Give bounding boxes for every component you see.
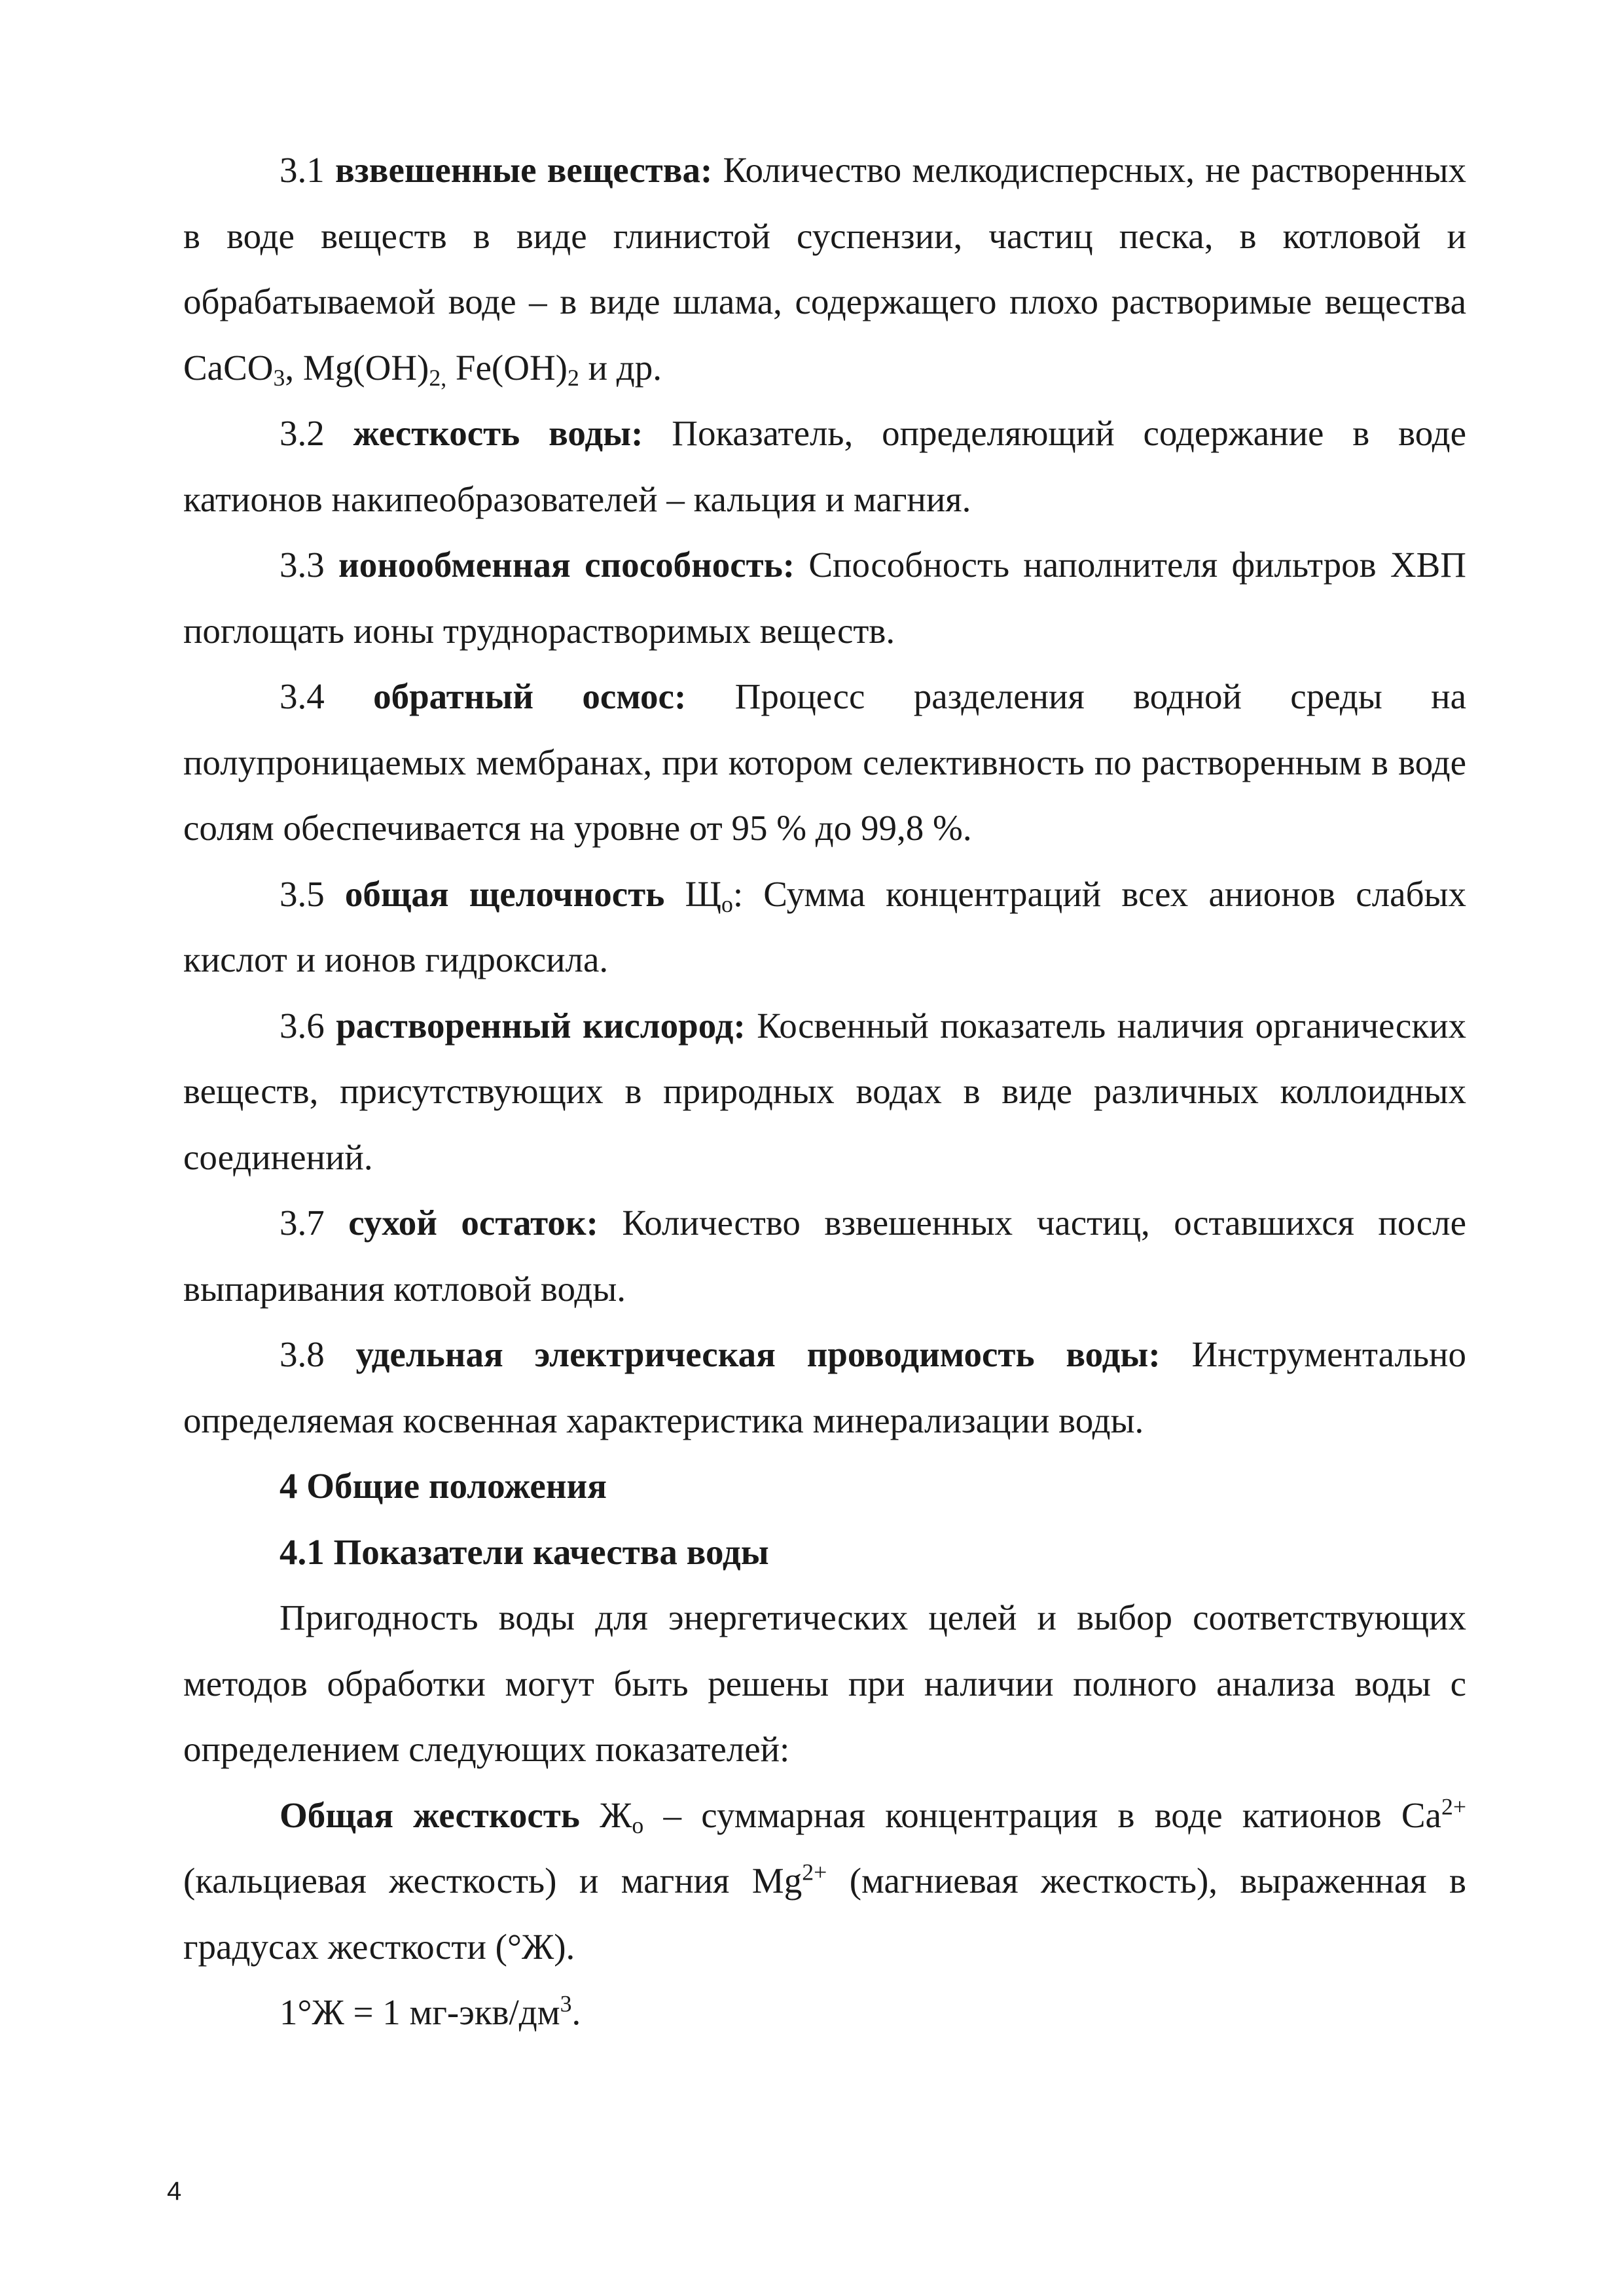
ion-charge: 2+ — [1441, 1793, 1466, 1819]
formula-separator — [446, 348, 456, 388]
page-number: 4 — [167, 2177, 182, 2206]
hardness-text: (кальциевая жесткость) и магния Mg — [183, 1861, 803, 1901]
definition-text: : Сумма концентраций всех анионов слабых кислот и ионов гидроксила. — [183, 873, 1467, 979]
hardness-symbol: Ж — [600, 1795, 632, 1835]
definition-text: Процесс разделения водной среды на полупроницаемых мембранах, при котором селективность по растворенным в воде солям обеспечивается на уровне от 95 % до 99,8 %. — [183, 676, 1466, 848]
definition-text: Инструментально определяемая косвенная характеристика минерализации воды. — [183, 1334, 1466, 1440]
formula-mgoh2: Mg(OH) — [302, 347, 429, 388]
formula-separator: , — [285, 347, 303, 388]
formula-feoh2: Fe(OH) — [455, 347, 568, 388]
unit-end: . — [571, 1992, 581, 2032]
definition-3-4 — [183, 664, 1466, 862]
formula-subscript: 2, — [429, 364, 447, 391]
formula-subscript: 2 — [568, 364, 579, 391]
definition-term: общая щелочность — [344, 873, 665, 914]
definition-number: 3.5 — [280, 873, 325, 914]
definition-number: 3.4 — [280, 676, 325, 716]
definition-number: 3.3 — [280, 545, 325, 585]
hardness-text: (магниевая жесткость), выраженная в градусах жесткости (°Ж). — [183, 1861, 1466, 1967]
ion-charge: 2+ — [802, 1859, 827, 1886]
definition-text-tail: и др. — [579, 347, 662, 388]
section-intro-paragraph: Пригодность воды для энергетических целей и выбор соответствующих методов обработки могут быть решены при наличии полного анализа воды с определением следующих показателей: — [183, 1597, 1466, 1769]
definition-text: Способность наполнителя фильтров ХВП поглощать ионы труднорастворимых веществ. — [183, 545, 1467, 651]
definition-3-1 — [183, 137, 1466, 401]
definition-term: растворенный кислород: — [336, 1005, 746, 1046]
definition-number: 3.7 — [280, 1203, 325, 1243]
definition-3-2 — [183, 401, 1466, 532]
document-page — [183, 137, 1466, 2046]
definition-term: жесткость воды: — [353, 413, 643, 453]
unit-superscript: 3 — [560, 1990, 572, 2017]
definition-number: 3.2 — [280, 413, 325, 453]
subsection-heading: 4.1 Показатели качества воды — [280, 1531, 769, 1572]
formula-caco3: CaCO — [183, 347, 274, 388]
total-hardness-paragraph — [183, 1783, 1466, 1980]
definition-3-7 — [183, 1190, 1466, 1322]
definition-term: обратный осмос: — [373, 676, 687, 716]
definition-text: Показатель, определяющий содержание в воде катионов накипеобразователей – кальция и магния. — [183, 413, 1467, 519]
definition-term: сухой остаток: — [348, 1203, 598, 1243]
definition-3-3 — [183, 532, 1466, 664]
alkalinity-symbol: Щ — [685, 873, 721, 914]
definition-term: ионообменная способность: — [338, 545, 795, 585]
definition-number: 3.6 — [280, 1005, 325, 1046]
definition-3-5 — [183, 862, 1466, 993]
section-heading: 4 Общие положения — [280, 1466, 607, 1506]
unit-text: 1°Ж = 1 мг-экв/дм — [280, 1992, 560, 2032]
symbol-subscript: о — [721, 890, 733, 917]
definition-number: 3.8 — [280, 1334, 325, 1374]
definition-3-8 — [183, 1322, 1466, 1453]
definition-text: Количество взвешенных частиц, оставшихся после выпаривания котловой воды. — [183, 1203, 1466, 1309]
formula-subscript: 3 — [273, 364, 285, 391]
hardness-term: Общая жесткость — [280, 1795, 580, 1835]
symbol-subscript: о — [632, 1812, 644, 1838]
definition-text: Косвенный показатель наличия органических веществ, присутствующих в природных водах в виде различных коллоидных соединений. — [183, 1005, 1466, 1177]
unit-definition — [183, 1980, 1466, 2046]
definition-number: 3.1 — [280, 150, 325, 190]
definition-term: взвешенные вещества: — [334, 150, 713, 190]
definition-term: удельная электрическая проводимость воды: — [355, 1334, 1161, 1374]
definition-3-6 — [183, 993, 1466, 1191]
hardness-text: – суммарная концентрация в воде катионов Ca — [643, 1795, 1441, 1835]
definition-text: Количество мелкодисперсных, не растворенных в воде веществ в виде глинистой суспензии, частиц песка, в котловой и обрабатываемой воде – в виде шлама, содержащего плохо растворимые вещества — [183, 150, 1467, 321]
